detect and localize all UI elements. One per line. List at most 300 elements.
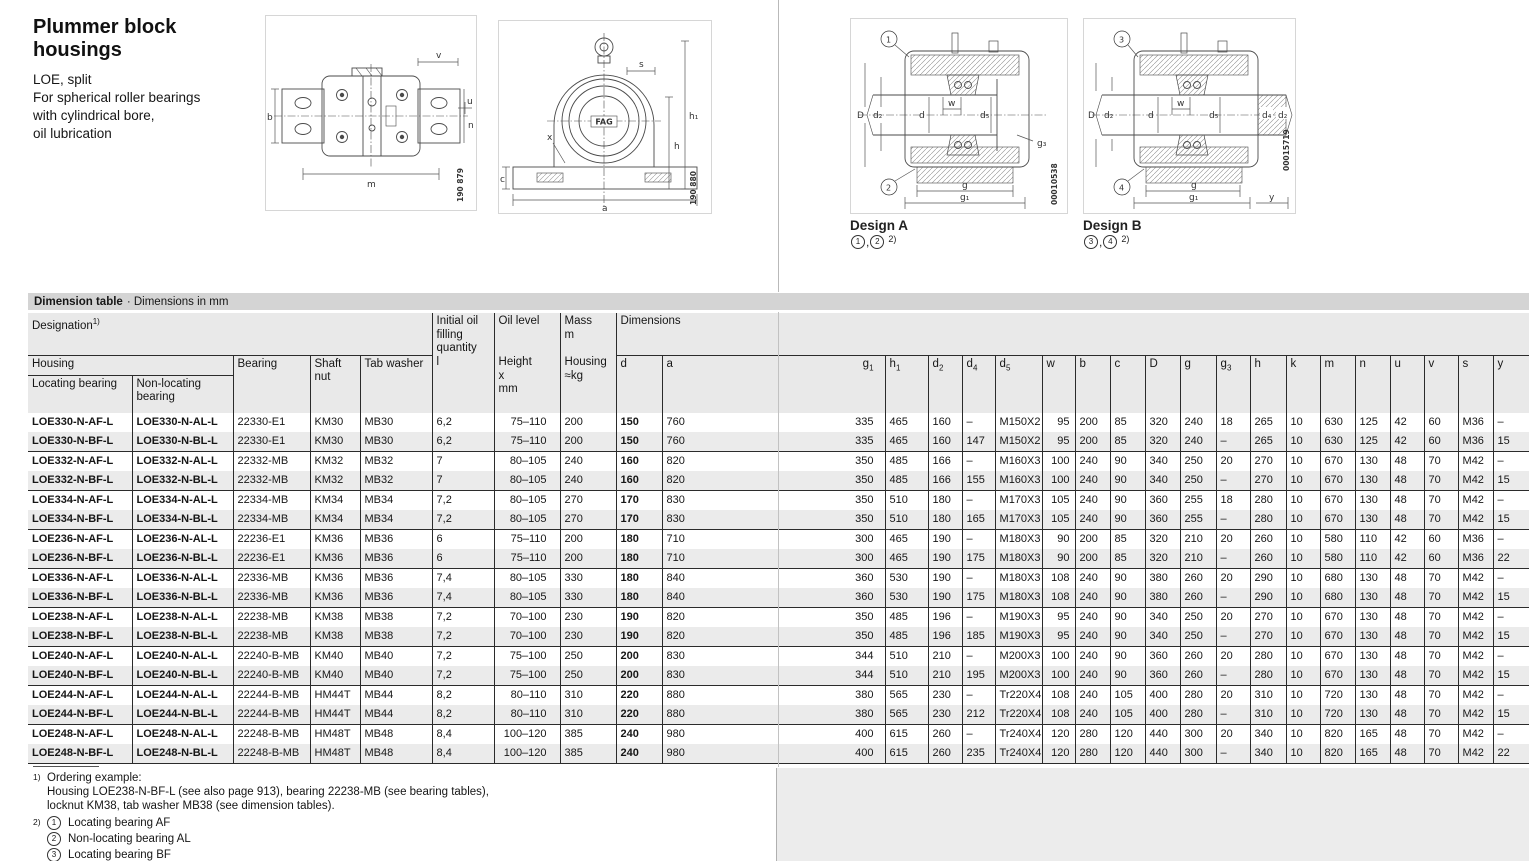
cell-h1: 565	[885, 686, 928, 706]
col-header-d2: $d_2$	[928, 355, 962, 413]
cell-d5: Tr220X4	[995, 705, 1042, 725]
cell-bearing: 22334-MB	[233, 510, 310, 530]
cell-u: 42	[1390, 549, 1424, 569]
cell-bearing: 22240-B-MB	[233, 647, 310, 667]
cell-y: –	[1493, 491, 1529, 511]
cell-oil_level_mm: 75–110	[494, 413, 560, 432]
cell-g: 300	[1180, 744, 1216, 764]
cell-u: 48	[1390, 705, 1424, 725]
cell-bearing: 22240-B-MB	[233, 666, 310, 686]
footnote-rule	[33, 766, 99, 767]
cell-w: 100	[1042, 452, 1075, 472]
cell-a: 820	[662, 627, 780, 647]
cell-n: 130	[1355, 686, 1390, 706]
cell-d5: M180X3	[995, 569, 1042, 589]
cell-y: –	[1493, 686, 1529, 706]
cell-k: 10	[1286, 530, 1320, 550]
cell-c: 90	[1110, 510, 1145, 530]
cell-oil_level_mm: 80–105	[494, 452, 560, 472]
cell-locating_bearing: LOE332-N-BF-L	[28, 471, 132, 491]
cell-D: 360	[1145, 491, 1180, 511]
cell-y: –	[1493, 413, 1529, 432]
cell-c: 120	[1110, 744, 1145, 764]
cell-h: 270	[1250, 627, 1286, 647]
cell-shaft_nut: KM34	[310, 491, 360, 511]
cell-w: 108	[1042, 686, 1075, 706]
cell-shaft_nut: HM44T	[310, 705, 360, 725]
cell-g1: 350	[855, 494, 874, 506]
cell-g3: –	[1216, 627, 1250, 647]
svg-text:1: 1	[886, 35, 892, 45]
cell-d4: 235	[962, 744, 995, 764]
cell-s: M42	[1458, 588, 1493, 608]
cell-oil_level_mm: 100–120	[494, 725, 560, 745]
cell-bearing: 22336-MB	[233, 588, 310, 608]
cell-locating_bearing: LOE244-N-AF-L	[32, 689, 114, 701]
cell-m: 670	[1320, 608, 1355, 628]
cell-g: 255	[1180, 510, 1216, 530]
cell-h: 260	[1250, 549, 1286, 569]
col-header-d: d	[616, 355, 662, 413]
cell-tab_washer: MB40	[360, 666, 432, 686]
design-b-drawing	[1084, 19, 1295, 213]
cell-h1: 565	[885, 705, 928, 725]
cell-w: 95	[1042, 413, 1075, 432]
cell-d5: M180X3	[995, 588, 1042, 608]
cell-d2: 180	[928, 491, 962, 511]
title-block	[33, 16, 268, 143]
page-title: Plummer block housings	[33, 16, 177, 61]
cell-mass_kg: 200	[560, 530, 616, 550]
cell-w: 108	[1042, 588, 1075, 608]
cell-d2: 160	[928, 432, 962, 452]
cell-b: 240	[1075, 510, 1110, 530]
cell-u: 48	[1390, 608, 1424, 628]
cell-s: M42	[1458, 627, 1493, 647]
cell-n: 130	[1355, 491, 1390, 511]
cell-w: 95	[1042, 627, 1075, 647]
cell-m: 670	[1320, 491, 1355, 511]
cell-h: 280	[1250, 666, 1286, 686]
cell-oil_level_mm: 75–110	[494, 530, 560, 550]
cell-a: 830	[662, 666, 780, 686]
cell-locating_bearing: LOE248-N-AF-L	[32, 728, 114, 740]
cell-v: 70	[1424, 452, 1458, 472]
cell-locating_bearing: LOE334-N-BF-L	[28, 510, 132, 530]
cell-u: 48	[1390, 588, 1424, 608]
cell-s: M42	[1458, 666, 1493, 686]
cell-d5: M170X3	[995, 491, 1042, 511]
cell-g1: 350	[855, 611, 874, 623]
cell-d2: 166	[928, 452, 962, 472]
cell-c: 120	[1110, 725, 1145, 745]
cell-g3: 20	[1216, 608, 1250, 628]
table-subtitle: · Dimensions in mm	[126, 295, 229, 308]
cell-a: 820	[662, 471, 780, 491]
cell-locating_bearing: LOE334-N-AF-L	[32, 494, 114, 506]
svg-text:s: s	[639, 60, 644, 70]
cell-non_locating_bearing: LOE236-N-BL-L	[132, 549, 233, 569]
cell-d4: 195	[962, 666, 995, 686]
cell-k: 10	[1286, 627, 1320, 647]
cell-bearing: 22336-MB	[233, 569, 310, 589]
cell-d5: M190X3	[995, 627, 1042, 647]
cell-m: 670	[1320, 666, 1355, 686]
col-header-bearing: Bearing	[233, 355, 310, 413]
cell-v: 70	[1424, 627, 1458, 647]
cell-d4: 212	[962, 705, 995, 725]
cell-y: –	[1493, 530, 1529, 550]
svg-text:h: h	[674, 142, 680, 152]
col-header-k: k	[1286, 355, 1320, 413]
cell-locating_bearing: LOE332-N-AF-L	[32, 455, 114, 467]
cell-g3: –	[1216, 510, 1250, 530]
cell-d: 160	[616, 452, 662, 472]
cell-v: 60	[1424, 530, 1458, 550]
cell-g: 300	[1180, 725, 1216, 745]
cell-k: 10	[1286, 452, 1320, 472]
cell-d4: –	[962, 530, 995, 550]
cell-k: 10	[1286, 491, 1320, 511]
cell-D: 340	[1145, 471, 1180, 491]
cell-v: 70	[1424, 471, 1458, 491]
cell-oil_level_mm: 70–100	[494, 627, 560, 647]
cell-y: 15	[1493, 432, 1529, 452]
cell-g: 250	[1180, 452, 1216, 472]
cell-locating_bearing: LOE238-N-BF-L	[28, 627, 132, 647]
cell-initial_oil_l: 8,4	[432, 744, 494, 764]
cell-h: 270	[1250, 471, 1286, 491]
cell-k: 10	[1286, 588, 1320, 608]
cell-d2: 230	[928, 686, 962, 706]
cell-v: 70	[1424, 569, 1458, 589]
cell-s: M42	[1458, 608, 1493, 628]
cell-s: M42	[1458, 471, 1493, 491]
cell-h: 280	[1250, 647, 1286, 667]
cell-k: 10	[1286, 744, 1320, 764]
cell-d4: –	[962, 413, 995, 432]
cell-initial_oil_l: 6,2	[432, 413, 494, 432]
cell-d4: –	[962, 491, 995, 511]
cell-oil_level_mm: 80–110	[494, 705, 560, 725]
cell-y: 22	[1493, 549, 1529, 569]
cell-d5: M150X2	[995, 432, 1042, 452]
cell-b: 200	[1075, 432, 1110, 452]
cell-k: 10	[1286, 725, 1320, 745]
cell-g1: 400	[780, 744, 885, 764]
cell-w: 120	[1042, 744, 1075, 764]
cell-g: 260	[1180, 647, 1216, 667]
col-header-tab-washer: Tab washer	[360, 355, 432, 413]
col-header-initial-oil: Initial oil filling quantity l	[432, 313, 494, 413]
cell-c: 90	[1110, 588, 1145, 608]
cell-initial_oil_l: 7,4	[432, 588, 494, 608]
cell-oil_level_mm: 75–100	[494, 647, 560, 667]
cell-n: 130	[1355, 588, 1390, 608]
cell-shaft_nut: KM34	[310, 510, 360, 530]
cell-a: 820	[662, 452, 780, 472]
cell-initial_oil_l: 7,4	[432, 569, 494, 589]
cell-b: 240	[1075, 627, 1110, 647]
col-header-h: h	[1250, 355, 1286, 413]
cell-a: 980	[662, 744, 780, 764]
cell-g1: 300	[780, 549, 885, 569]
cell-g1: 350	[780, 627, 885, 647]
svg-text:b: b	[267, 113, 273, 123]
cell-v: 70	[1424, 725, 1458, 745]
cell-h: 310	[1250, 686, 1286, 706]
cell-mass_kg: 330	[560, 588, 616, 608]
cell-c: 85	[1110, 530, 1145, 550]
cell-g1: 380	[780, 705, 885, 725]
cell-d4: –	[962, 452, 995, 472]
col-header-d5: $d_5$	[995, 355, 1042, 413]
cell-m: 680	[1320, 588, 1355, 608]
cell-n: 165	[1355, 725, 1390, 745]
cell-c: 105	[1110, 705, 1145, 725]
cell-d4: 147	[962, 432, 995, 452]
cell-initial_oil_l: 7,2	[432, 510, 494, 530]
cell-w: 108	[1042, 569, 1075, 589]
cell-g3: –	[1216, 744, 1250, 764]
svg-text:D: D	[1088, 111, 1095, 121]
cell-locating_bearing: LOE236-N-BF-L	[28, 549, 132, 569]
cell-D: 340	[1145, 608, 1180, 628]
cell-initial_oil_l: 6,2	[432, 432, 494, 452]
cell-m: 720	[1320, 686, 1355, 706]
cell-g: 260	[1180, 588, 1216, 608]
cell-shaft_nut: KM32	[310, 471, 360, 491]
cell-m: 580	[1320, 549, 1355, 569]
front-view-drawing	[499, 21, 711, 213]
cell-D: 360	[1145, 510, 1180, 530]
cell-shaft_nut: KM30	[310, 432, 360, 452]
col-header-g1: $g_1$	[780, 355, 885, 413]
cell-d4: 185	[962, 627, 995, 647]
cell-a: 710	[662, 549, 780, 569]
cell-c: 90	[1110, 627, 1145, 647]
cell-non_locating_bearing: LOE332-N-BL-L	[132, 471, 233, 491]
col-header-D: D	[1145, 355, 1180, 413]
cell-b: 200	[1075, 549, 1110, 569]
cell-tab_washer: MB36	[360, 549, 432, 569]
cell-non_locating_bearing: LOE330-N-AL-L	[132, 413, 233, 432]
cell-h1: 530	[885, 588, 928, 608]
cell-bearing: 22244-B-MB	[233, 686, 310, 706]
cell-a: 820	[662, 608, 780, 628]
cell-mass_kg: 270	[560, 510, 616, 530]
cell-c: 90	[1110, 647, 1145, 667]
svg-text:D: D	[857, 111, 864, 121]
cell-s: M36	[1458, 530, 1493, 550]
cell-initial_oil_l: 6	[432, 530, 494, 550]
cell-b: 200	[1075, 413, 1110, 432]
cell-bearing: 22238-MB	[233, 608, 310, 628]
cell-d5: M200X3	[995, 666, 1042, 686]
cell-v: 70	[1424, 686, 1458, 706]
cell-k: 10	[1286, 686, 1320, 706]
cell-h: 340	[1250, 744, 1286, 764]
figure-design-a	[850, 18, 1068, 214]
cell-v: 70	[1424, 705, 1458, 725]
cell-d4: 155	[962, 471, 995, 491]
col-header-c: c	[1110, 355, 1145, 413]
svg-text:2: 2	[886, 183, 892, 193]
cell-d5: M200X3	[995, 647, 1042, 667]
cell-g3: 20	[1216, 647, 1250, 667]
cell-k: 10	[1286, 471, 1320, 491]
cell-y: –	[1493, 647, 1529, 667]
cell-w: 105	[1042, 510, 1075, 530]
cell-tab_washer: MB34	[360, 491, 432, 511]
cell-g: 250	[1180, 627, 1216, 647]
cell-mass_kg: 200	[560, 413, 616, 432]
cell-initial_oil_l: 8,2	[432, 705, 494, 725]
cell-mass_kg: 250	[560, 647, 616, 667]
svg-text:u: u	[467, 97, 473, 107]
cell-m: 670	[1320, 647, 1355, 667]
cell-s: M42	[1458, 510, 1493, 530]
callout-2: 2	[870, 235, 884, 249]
cell-mass_kg: 270	[560, 491, 616, 511]
cell-D: 340	[1145, 627, 1180, 647]
col-header-designation: Designation$^{1)}$	[28, 313, 432, 355]
cell-initial_oil_l: 7	[432, 471, 494, 491]
cell-d4: –	[962, 725, 995, 745]
cell-D: 320	[1145, 530, 1180, 550]
cell-h: 280	[1250, 491, 1286, 511]
cell-oil_level_mm: 80–105	[494, 471, 560, 491]
cell-non_locating_bearing: LOE238-N-BL-L	[132, 627, 233, 647]
cell-D: 320	[1145, 549, 1180, 569]
cell-h1: 615	[885, 744, 928, 764]
cell-shaft_nut: KM38	[310, 627, 360, 647]
cell-m: 680	[1320, 569, 1355, 589]
cell-w: 95	[1042, 432, 1075, 452]
cell-y: 15	[1493, 588, 1529, 608]
col-header-a: a	[662, 355, 780, 413]
cell-tab_washer: MB38	[360, 608, 432, 628]
cell-d: 220	[616, 705, 662, 725]
cell-d: 180	[616, 588, 662, 608]
cell-k: 10	[1286, 413, 1320, 432]
cell-d: 150	[616, 432, 662, 452]
cell-h: 270	[1250, 452, 1286, 472]
cell-w: 95	[1042, 608, 1075, 628]
cell-g1: 360	[855, 572, 874, 584]
cell-h1: 485	[885, 627, 928, 647]
cell-g1: 360	[780, 588, 885, 608]
cell-v: 70	[1424, 588, 1458, 608]
cell-b: 240	[1075, 588, 1110, 608]
svg-text:h₁: h₁	[689, 112, 699, 122]
cell-bearing: 22244-B-MB	[233, 705, 310, 725]
cell-d2: 260	[928, 725, 962, 745]
svg-text:x: x	[547, 133, 553, 143]
cell-tab_washer: MB36	[360, 530, 432, 550]
col-header-oil-level: Oil level Height x mm	[494, 313, 560, 413]
cell-d4: 175	[962, 588, 995, 608]
figure-top-view	[265, 15, 477, 211]
cell-non_locating_bearing: LOE236-N-AL-L	[132, 530, 233, 550]
cell-c: 105	[1110, 686, 1145, 706]
cell-h1: 485	[885, 608, 928, 628]
design-b-caption: Design B 3 , 4 $^{2)}$	[1083, 218, 1142, 249]
figure-code: 190 879	[456, 168, 465, 202]
callout-1: 1	[851, 235, 865, 249]
cell-mass_kg: 240	[560, 471, 616, 491]
cell-d5: M150X2	[995, 413, 1042, 432]
cell-d: 240	[616, 725, 662, 745]
cell-m: 670	[1320, 471, 1355, 491]
cell-d5: M160X3	[995, 471, 1042, 491]
cell-n: 130	[1355, 569, 1390, 589]
cell-c: 90	[1110, 452, 1145, 472]
cell-tab_washer: MB40	[360, 647, 432, 667]
cell-oil_level_mm: 80–105	[494, 510, 560, 530]
figure-code: 190 880	[689, 171, 698, 205]
cell-d2: 210	[928, 647, 962, 667]
cell-g1: 344	[855, 650, 874, 662]
svg-text:g₃: g₃	[1037, 139, 1047, 149]
cell-non_locating_bearing: LOE238-N-AL-L	[132, 608, 233, 628]
cell-d4: –	[962, 569, 995, 589]
cell-d2: 190	[928, 588, 962, 608]
cell-d2: 210	[928, 666, 962, 686]
cell-h1: 510	[885, 510, 928, 530]
cell-oil_level_mm: 75–110	[494, 549, 560, 569]
cell-n: 130	[1355, 647, 1390, 667]
col-header-s: s	[1458, 355, 1493, 413]
cell-u: 48	[1390, 491, 1424, 511]
cell-g3: –	[1216, 549, 1250, 569]
cell-d: 170	[616, 510, 662, 530]
cell-shaft_nut: HM44T	[310, 686, 360, 706]
cell-y: –	[1493, 725, 1529, 745]
cell-d2: 190	[928, 569, 962, 589]
cell-m: 820	[1320, 725, 1355, 745]
cell-D: 440	[1145, 744, 1180, 764]
cell-d: 240	[616, 744, 662, 764]
svg-text:w: w	[948, 99, 956, 109]
cell-shaft_nut: KM38	[310, 608, 360, 628]
cell-d: 180	[616, 530, 662, 550]
cell-D: 340	[1145, 452, 1180, 472]
cell-h: 265	[1250, 432, 1286, 452]
cell-w: 105	[1042, 491, 1075, 511]
cell-g: 210	[1180, 530, 1216, 550]
cell-h1: 465	[885, 549, 928, 569]
svg-text:4: 4	[1119, 183, 1125, 193]
cell-g: 240	[1180, 432, 1216, 452]
cell-d5: Tr240X4	[995, 725, 1042, 745]
cell-y: 15	[1493, 510, 1529, 530]
col-header-u: u	[1390, 355, 1424, 413]
cell-u: 48	[1390, 510, 1424, 530]
cell-b: 280	[1075, 725, 1110, 745]
cell-d2: 190	[928, 549, 962, 569]
cell-d2: 230	[928, 705, 962, 725]
cell-mass_kg: 385	[560, 744, 616, 764]
cell-h: 310	[1250, 705, 1286, 725]
cell-bearing: 22248-B-MB	[233, 744, 310, 764]
cell-tab_washer: MB38	[360, 627, 432, 647]
table-title: Dimension table	[34, 295, 123, 308]
cell-non_locating_bearing: LOE248-N-BL-L	[132, 744, 233, 764]
cell-non_locating_bearing: LOE332-N-AL-L	[132, 452, 233, 472]
cell-m: 670	[1320, 627, 1355, 647]
cell-y: 15	[1493, 666, 1529, 686]
